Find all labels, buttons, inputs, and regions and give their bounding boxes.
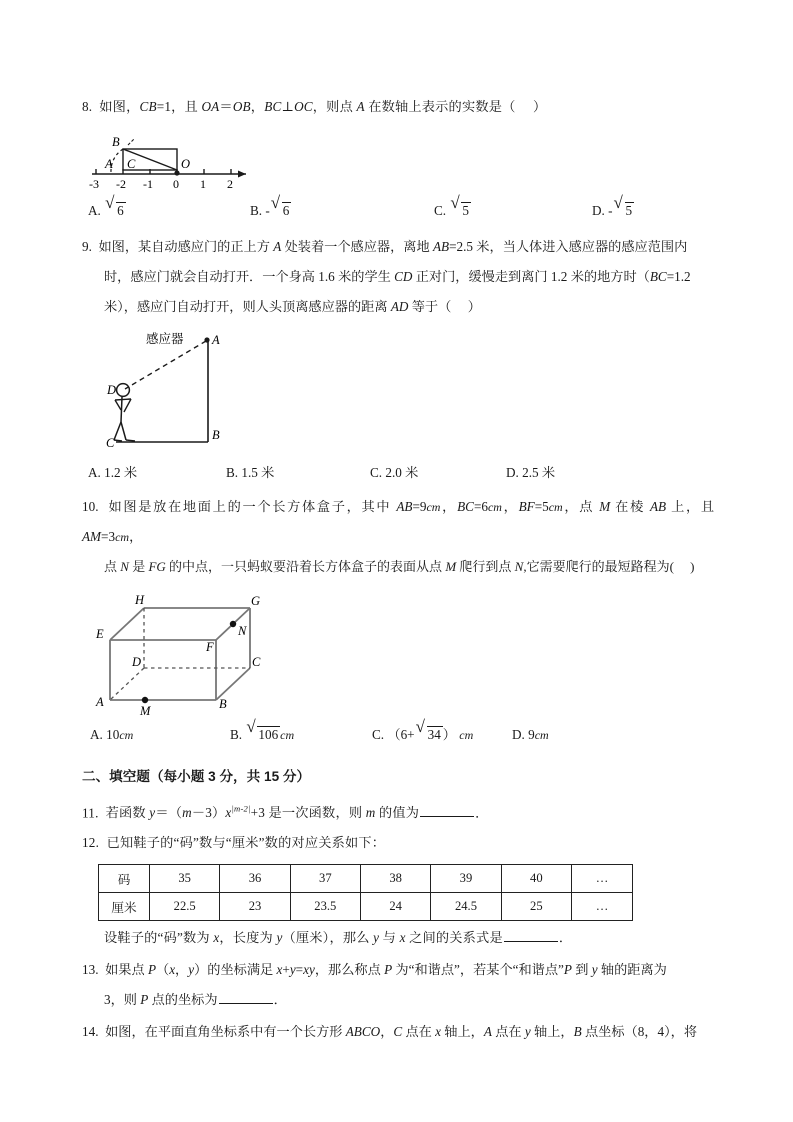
cell: 36 — [220, 865, 290, 893]
question-11-number: 11. — [82, 805, 99, 821]
question-8-stem: 8. 如图，CB=1，且 OA＝OB，BC⊥OC，则点 A 在数轴上表示的实数是（ ） — [82, 99, 547, 114]
row-header-code: 码 — [99, 865, 150, 893]
radical-5: √ 5 — [613, 193, 633, 218]
question-10-options — [82, 717, 714, 750]
page-content — [82, 92, 714, 1047]
option-9-a[interactable]: A. 1.2 米 — [88, 465, 138, 480]
option-10-c[interactable]: C. （6+ √ 34 ） cm — [372, 720, 473, 750]
sensor-label: 感应器 — [146, 332, 184, 346]
section-2-heading: 二、填空题（每小题 3 分，共 15 分） — [82, 769, 311, 784]
option-8-c[interactable]: C. √ 5 — [434, 196, 471, 226]
svg-text:C: C — [106, 436, 115, 450]
question-8-options — [82, 193, 714, 226]
question-14-number: 14. — [82, 1024, 99, 1040]
svg-text:-2: -2 — [116, 177, 126, 190]
cell: 40 — [501, 865, 571, 893]
svg-text:1: 1 — [200, 177, 206, 190]
cell: 23 — [220, 893, 290, 921]
cell: 22.5 — [150, 893, 220, 921]
cell: 39 — [431, 865, 501, 893]
svg-text:D: D — [107, 383, 117, 397]
svg-text:A: A — [105, 157, 113, 171]
option-10-a[interactable]: A. 10cm — [90, 727, 134, 742]
svg-text:E: E — [96, 627, 104, 641]
question-12-lead: 12. 已知鞋子的“码”数与“厘米”数的对应关系如下： — [82, 835, 386, 851]
question-13-number: 13. — [82, 962, 99, 978]
radical-5: √ 5 — [450, 193, 469, 218]
svg-text:0: 0 — [173, 177, 179, 190]
svg-text:A: A — [96, 695, 104, 709]
answer-blank-12[interactable] — [504, 928, 558, 942]
svg-text:B: B — [212, 428, 220, 442]
radical-6: √ 6 — [270, 193, 290, 218]
radical-34: √ 34 — [415, 717, 441, 742]
option-8-a[interactable]: A. √ 6 — [88, 196, 126, 226]
svg-text:C: C — [252, 655, 261, 669]
question-10-number: 10. — [82, 499, 99, 514]
cell: 24.5 — [431, 893, 501, 921]
answer-blank-13[interactable] — [219, 990, 273, 1004]
option-9-b[interactable]: B. 1.5 米 — [226, 465, 275, 480]
svg-text:-3: -3 — [89, 177, 99, 190]
svg-text:B: B — [219, 697, 227, 711]
option-10-d[interactable]: D. 9cm — [512, 727, 549, 742]
svg-text:2: 2 — [227, 177, 233, 190]
option-8-d[interactable]: D. - √ 5 — [592, 196, 634, 226]
radical-6: √ 6 — [105, 193, 124, 218]
svg-text:C: C — [127, 157, 136, 171]
radical-106: √ 106 — [246, 717, 279, 742]
question-10-figure — [88, 588, 714, 716]
question-13: 13. 如果点 P（x，y）的坐标满足 x+y=xy，那么称点 P 为“和谐点”，若某个“和谐点”P 到 y 轴的距离为 3，则 P 点的坐标为 ． — [82, 962, 667, 1008]
cell: 24 — [360, 893, 430, 921]
svg-text:N: N — [238, 624, 247, 638]
answer-blank-11[interactable] — [420, 803, 474, 817]
question-12-number: 12. — [82, 835, 100, 851]
svg-text:D: D — [132, 655, 142, 669]
svg-text:-1: -1 — [143, 177, 153, 190]
question-9-figure — [90, 326, 714, 456]
option-10-b[interactable]: B. √ 106 cm — [230, 720, 294, 750]
svg-text:B: B — [112, 135, 120, 149]
row-header-cm: 厘米 — [99, 893, 150, 921]
question-9-number: 9. — [82, 239, 92, 254]
cell: 38 — [360, 865, 430, 893]
table-row — [99, 893, 633, 921]
exponent-m-minus-2: |m-2| — [231, 804, 251, 814]
cell: 25 — [501, 893, 571, 921]
cell-ellipsis: … — [572, 865, 633, 893]
question-11: 11. 若函数 $y=(m-3)x^{|m-2|}+3$ 是一次函数，则 m 的值为 ． — [82, 804, 489, 821]
question-8-figure — [86, 124, 714, 190]
svg-text:H: H — [135, 593, 145, 607]
question-9-options — [82, 458, 714, 488]
question-9-stem: 9. 如图，某自动感应门的正上方 A 处装着一个感应器，离地 AB=2.5 米，当人体进入感应器的感应范围内 时，感应门就会自动打开．一个身高 1.6 米的学生 CD 正对门，缓慢走到离门 1.2 米的地方时（BC=1.2 米），感应门自动打开，则人头顶离感应器的距离 AD 等于（ ） — [82, 239, 691, 314]
cell: 23.5 — [290, 893, 360, 921]
svg-text:G: G — [251, 594, 261, 608]
table-row — [99, 865, 633, 893]
option-9-d[interactable]: D. 2.5 米 — [506, 465, 556, 480]
shoe-size-table — [98, 864, 633, 921]
question-12-tail: 设鞋子的“码”数为 x，长度为 y（厘米），那么 y 与 x 之间的关系式是 ． — [104, 930, 573, 946]
question-10-stem: 10. 如图是放在地面上的一个长方体盒子，其中 AB=9cm，BC=6cm，BF=5cm，点 M 在棱 AB 上，且 AM=3cm， 点 N 是 FG 的中点，一只蚂蚁要沿着长方体盒子的表面从点 M 爬行到点 N,它需要爬行的最短路程为( ) — [82, 499, 715, 574]
option-9-c[interactable]: C. 2.0 米 — [370, 465, 419, 480]
question-8-number: 8. — [82, 99, 93, 114]
cell-ellipsis: … — [572, 893, 633, 921]
svg-text:A: A — [212, 333, 220, 347]
svg-text:O: O — [181, 157, 191, 171]
cell: 37 — [290, 865, 360, 893]
svg-text:M: M — [140, 704, 151, 716]
cell: 35 — [150, 865, 220, 893]
svg-text:F: F — [206, 640, 214, 654]
question-14: 14. 如图，在平面直角坐标系中有一个长方形 ABCO，C 点在 x 轴上，A 点在 y 轴上，B 点坐标（8，4），将 — [82, 1024, 698, 1040]
option-8-b[interactable]: B. - √ 6 — [250, 196, 291, 226]
